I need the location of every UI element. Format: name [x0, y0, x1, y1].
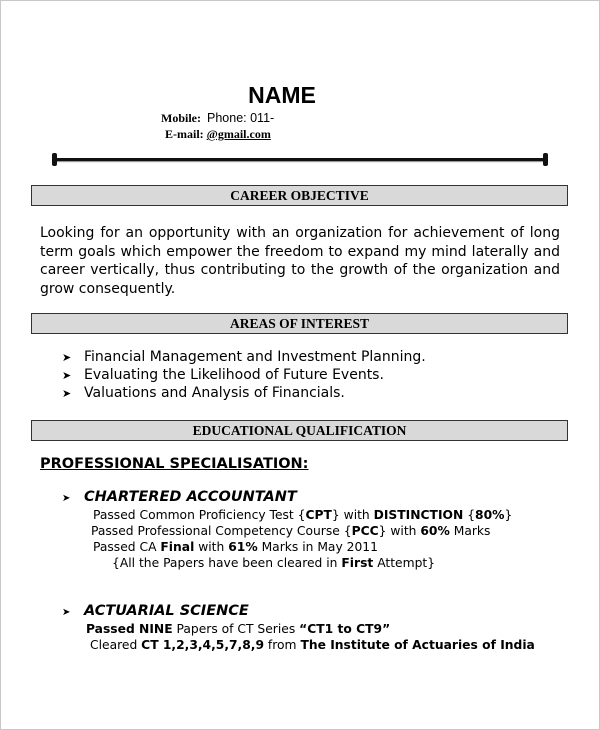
text-segment: } — [504, 508, 513, 522]
text-segment: Final — [160, 540, 195, 554]
text-segment: First — [341, 556, 374, 570]
text-segment: Marks in May 2011 — [257, 540, 378, 554]
career-objective-text: Looking for an opportunity with an organization for achievement of long term goals which empower the freedom to expand my mind laterally and career vertically, thus contributing to the growth of the organization and grow consequently. — [40, 225, 560, 297]
arrow-bullet-icon: ➤ — [62, 387, 72, 400]
text-segment: Passed Professional Competency Course { — [91, 524, 352, 538]
text-segment: CT 1,2,3,4,5,7,8,9 — [141, 638, 265, 652]
text-segment: 61% — [228, 540, 258, 554]
arrow-bullet-icon: ➤ — [62, 607, 71, 618]
text-segment: The Institute of Actuaries of India — [300, 638, 535, 652]
text-segment: Passed Common Proficiency Test { — [93, 508, 306, 522]
list-item — [62, 367, 384, 383]
list-item — [62, 385, 345, 401]
text-segment: Passed NINE — [86, 622, 173, 636]
text-segment: PCC — [351, 524, 379, 538]
text-segment: } with — [331, 508, 374, 522]
text-segment: Papers of CT Series — [172, 622, 300, 636]
ca-line — [93, 508, 512, 522]
text-segment: } with — [378, 524, 421, 538]
actuarial-title: ACTUARIAL SCIENCE — [84, 603, 249, 619]
text-segment: 60% — [420, 524, 450, 538]
header-divider — [55, 158, 545, 161]
text-segment: Passed CA — [93, 540, 161, 554]
mobile-label: Mobile: — [161, 111, 201, 125]
ca-line — [112, 556, 435, 570]
interest-text: Financial Management and Investment Planning. — [84, 349, 426, 365]
actuarial-heading — [62, 603, 249, 619]
text-segment: { — [463, 508, 476, 522]
text-segment: with — [194, 540, 229, 554]
ca-line — [91, 524, 490, 538]
interest-text: Evaluating the Likelihood of Future Events. — [84, 367, 384, 383]
candidate-name: NAME — [248, 82, 316, 108]
text-segment: Marks — [449, 524, 491, 538]
section-header-education: EDUCATIONAL QUALIFICATION — [31, 420, 568, 441]
ca-heading — [62, 489, 297, 505]
actuarial-line — [86, 622, 390, 636]
arrow-bullet-icon: ➤ — [62, 493, 71, 504]
text-segment: Attempt} — [373, 556, 436, 570]
professional-specialisation-heading: PROFESSIONAL SPECIALISATION: — [40, 456, 309, 472]
email-link[interactable]: @gmail.com — [206, 127, 271, 141]
arrow-bullet-icon: ➤ — [62, 369, 72, 382]
email-label: E-mail: — [165, 127, 204, 141]
ca-line — [93, 540, 378, 554]
section-header-career-objective: CAREER OBJECTIVE — [31, 185, 568, 206]
actuarial-line — [90, 638, 535, 652]
ca-title: CHARTERED ACCOUNTANT — [84, 489, 297, 505]
divider-cap-left — [52, 153, 57, 166]
text-segment: 80% — [475, 508, 505, 522]
text-segment: DISTINCTION — [373, 508, 464, 522]
email-row — [165, 127, 271, 142]
text-segment: CPT — [305, 508, 332, 522]
section-header-areas-of-interest: AREAS OF INTEREST — [31, 313, 568, 334]
list-item — [62, 349, 426, 365]
interest-text: Valuations and Analysis of Financials. — [84, 385, 345, 401]
text-segment: from — [264, 638, 301, 652]
text-segment: {All the Papers have been cleared in — [112, 556, 342, 570]
text-segment: “CT1 to CT9” — [299, 622, 391, 636]
divider-cap-right — [543, 153, 548, 166]
arrow-bullet-icon: ➤ — [62, 351, 72, 364]
text-segment: Cleared — [90, 638, 142, 652]
mobile-value: Phone: 011- — [207, 111, 275, 125]
mobile-row — [161, 111, 274, 126]
